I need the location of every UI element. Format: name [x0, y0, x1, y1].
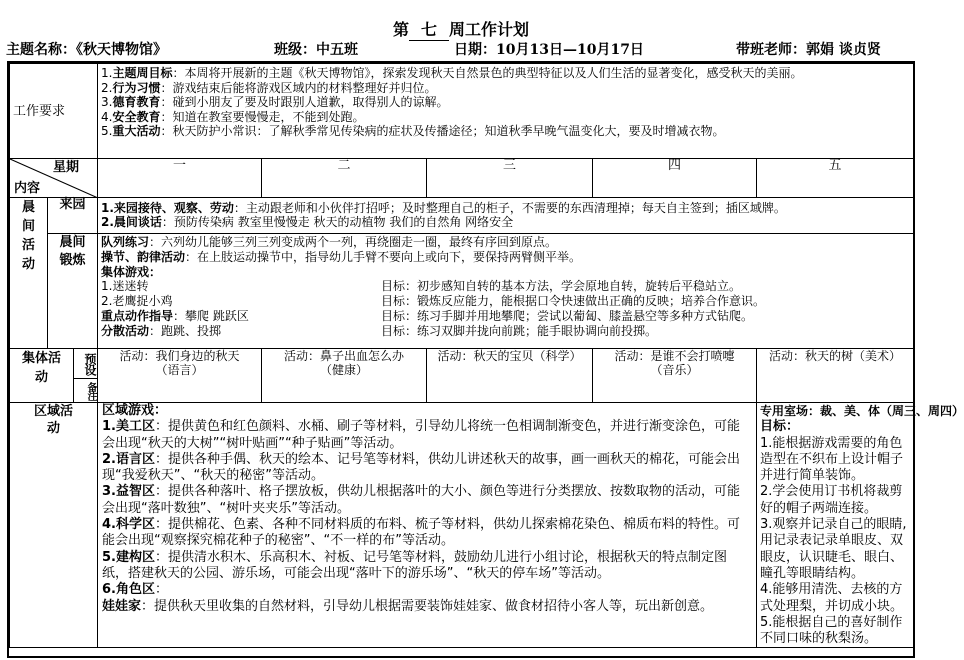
activity-wednesday: 活动：秋天的宝贝（科学） — [427, 349, 593, 403]
region-area: 5.建构区：提供清水积木、乐高积木、衬板、记号笔等材料，鼓励幼儿进行小组讨论，根据秋天的特点制定图纸，搭建秋天的公园、游乐场，可能会出现“落叶下的游乐场”、“秋天的停车场”等活动。 — [102, 549, 727, 581]
arrival-label: 来园 — [48, 198, 98, 234]
activity-friday: 活动：秋天的树（美术） — [757, 349, 914, 403]
content-label: 内容 — [14, 181, 41, 196]
class-name: 班级：中五班 — [274, 42, 358, 58]
exercise-content: 队列练习：六列幼儿能够三列三列变成两个一列，再绕圈走一圈，最终有序回到原点。 操节、韵律活动：在上肢运动操节中，指导幼儿手臂不要向上或向下，要保持两臂侧平举。 集体游戏： 1.迷迷转 目标：初步感知自转的基本方法，学会原地自转，旋转后平稳站立。 2.老鹰捉小鸡 目标：锻炼反应能力，能根据口令快速做出正确的反映；培养合作意识。 重点动作指导：攀爬 跳跃区 目标：练习手脚并用地攀爬；尝试以葡匐、膝盖悬空等多种方式钻爬。 分散活动：跑跳、投掷 目标：练习双脚并拢向前跳；能手眼协调向前投掷。 — [98, 234, 914, 349]
arrival-content: 1.来园接待、观察、劳动：主动跟老师和小伙伴打招呼；及时整理自己的柜子，不需要的东西清理掉；每天自主签到；插区域牌。 2.晨间谈话：预防传染病 教室里慢慢走 秋天的动植物 我们的自然角 网络安全 — [98, 198, 914, 234]
activity-thursday: 活动：是谁不会打喷嚏 （音乐） — [593, 349, 757, 403]
note-label: 备注 — [74, 379, 98, 403]
special-room-content: 专用室场：裁、美、体（周三、周四） 目标： 1.能根据游戏需要的角色造型在不织布上设计帽子并进行简单装饰。 2.学会使用订书机将裁剪好的帽子两端连接。 3.观察并记录自己的眼睛,用记录表记录单眼皮、双眼皮，认识睫毛、眼白、瞳孔等眼睛结构。 4.能够用清洗、去核的方式处理梨，并切成小块。 5.能根据自己的喜好制作不同口味的秋梨汤。 — [757, 403, 914, 648]
activity-monday: 活动：我们身边的秋天 （语言） — [98, 349, 262, 403]
region-area: 1.美工区：提供黄色和红色颜料、水桶、刷子等材料，引导幼儿将统一色相调制渐变色，并进行渐变涂色，可能会出现“秋天的大树”“树叶贴画”“种子贴画”等活动。 — [102, 419, 740, 451]
room-goal: 2.学会使用订书机将裁剪好的帽子两端连接。 — [760, 484, 903, 516]
requirement-item: 3.德育教育：碰到小朋友了要及时跟别人道歉，取得别人的谅解。 — [101, 95, 449, 110]
room-goal: 3.观察并记录自己的眼睛,用记录表记录单眼皮、双眼皮，认识睫毛、眼白、瞳孔等眼睛结构。 — [760, 517, 907, 581]
group-game: 1.迷迷转 目标：初步感知自转的基本方法，学会原地自转，旋转后平稳站立。 — [101, 279, 742, 294]
plan-meta — [6, 40, 918, 60]
region-area: 娃娃家：提供秋天里收集的自然材料，引导幼儿根据需要装饰娃娃家、做食材招待小客人等，玩出新创意。 — [102, 598, 714, 614]
plan-title: 第 七 周工作计划 — [392, 20, 530, 39]
day-thursday: 四 — [593, 159, 757, 198]
region-label: 区域活动 — [10, 403, 98, 648]
day-tuesday: 二 — [262, 159, 427, 198]
theme-name: 主题名称：《秋天博物馆》 — [6, 42, 167, 58]
region-area: 2.语言区：提供各种手偶、秋天的绘本、记号笔等材料，供幼儿讲述秋天的故事，画一画秋天的棉花，可能会出现“我爱秋天”、“秋天的秘密”等活动。 — [102, 451, 740, 484]
requirements-content — [98, 64, 914, 159]
teachers: 带班老师：郭娟 谈贞贤 — [736, 42, 881, 58]
room-goal: 1.能根据游戏需要的角色造型在不织布上设计帽子并进行简单装饰。 — [760, 435, 904, 484]
requirement-item: 2.行为习惯：游戏结束后能将游戏区域内的材料整理好并归位。 — [101, 80, 437, 95]
activity-tuesday: 活动：鼻子出血怎么办 （健康） — [262, 349, 427, 403]
exercise-label: 晨间锻炼 — [48, 234, 98, 349]
morning-exercise-row — [10, 234, 914, 349]
region-area: 3.益智区：提供各种落叶、格子摆放板，供幼儿根据落叶的大小、颜色等进行分类摆放、按数取物的活动，可能会出现“落叶数独”、“树叶夹夹乐”等活动。 — [102, 484, 740, 516]
weekday-header-row — [10, 159, 914, 198]
day-monday: 一 — [98, 159, 262, 198]
diagonal-header-cell — [10, 159, 98, 198]
region-row — [10, 403, 914, 648]
day-friday: 五 — [757, 159, 914, 198]
requirements-label: 工作要求 — [10, 64, 98, 159]
room-goal: 4.能够用清洗、去核的方式处理梨，并切成小块。 — [760, 582, 904, 614]
region-content: 区域游戏： 1.美工区：提供黄色和红色颜料、水桶、刷子等材料，引导幼儿将统一色相调制渐变色，并进行渐变涂色，可能会出现“秋天的大树”“树叶贴画”“种子贴画”等活动。 2.语言区：提供各种手偶、秋天的绘本、记号笔等材料，供幼儿讲述秋天的故事，画一画秋天的棉花，可能会出现“我爱秋天”、“秋天的秘密”等活动。 3.益智区：提供各种落叶、格子摆放板，供幼儿根据落叶的大小、颜色等进行分类摆放、按数取物的活动，可能会出现“落叶数独”、“树叶夹夹乐”等活动。 4.科学区：提供棉花、色素、各种不同材料质的布料、梳子等材料，供幼儿探索棉花染色、棉质布料的特性。可能会出现“观察探究棉花种子的秘密”、“不一样的布”等活动。 5.建构区：提供清水积木、乐高积木、衬板、记号笔等材料，鼓励幼儿进行小组讨论，根据秋天的特点制定图纸，搭建秋天的公园、游乐场，可能会出现“落叶下的游乐场”、“秋天的停车场”等活动。 6.角色区： 娃娃家：提供秋天里收集的自然材料，引导幼儿根据需要装饰娃娃家、做食材招待小客人等，玩出新创意。 — [98, 403, 757, 648]
date-range: 日期：10月13日—10月17日 — [454, 42, 644, 58]
morning-label: 晨间活动 — [10, 198, 48, 349]
requirement-item: 1.主题周目标：本周将开展新的主题《秋天博物馆》，探索发现秋天自然景色的典型特征以及人们生活的显著变化，感受秋天的美丽。 — [101, 66, 803, 80]
morning-arrival-row — [10, 198, 914, 234]
weekday-label: 星期 — [52, 160, 79, 175]
group-game: 2.老鹰捉小鸡 目标：锻炼反应能力，能根据口令快速做出正确的反映；培养合作意识。 — [101, 294, 766, 309]
requirement-item: 5.重大活动：秋天防护小常识：了解秋季常见传染病的症状及传播途径；知道秋季早晚气温变化大，要及时增减衣物。 — [101, 124, 725, 139]
collective-label: 集体活动 — [10, 349, 74, 403]
collective-plan-row — [10, 349, 914, 379]
plan-table — [9, 63, 964, 648]
requirements-row — [10, 64, 914, 159]
room-goal: 5.能根据自己的喜好制作不同口味的秋梨汤。 — [760, 614, 903, 647]
week-number: 七 — [409, 20, 449, 41]
day-wednesday: 三 — [427, 159, 593, 198]
region-area: 6.角色区： — [102, 582, 168, 598]
requirement-item: 4.安全教育：知道在教室要慢慢走，不能到处跑。 — [101, 109, 365, 124]
region-area: 4.科学区：提供棉花、色素、各种不同材料质的布料、梳子等材料，供幼儿探索棉花染色、棉质布料的特性。可能会出现“观察探究棉花种子的秘密”、“不一样的布”等活动。 — [102, 517, 740, 549]
plan-label: 预设 — [74, 349, 98, 379]
